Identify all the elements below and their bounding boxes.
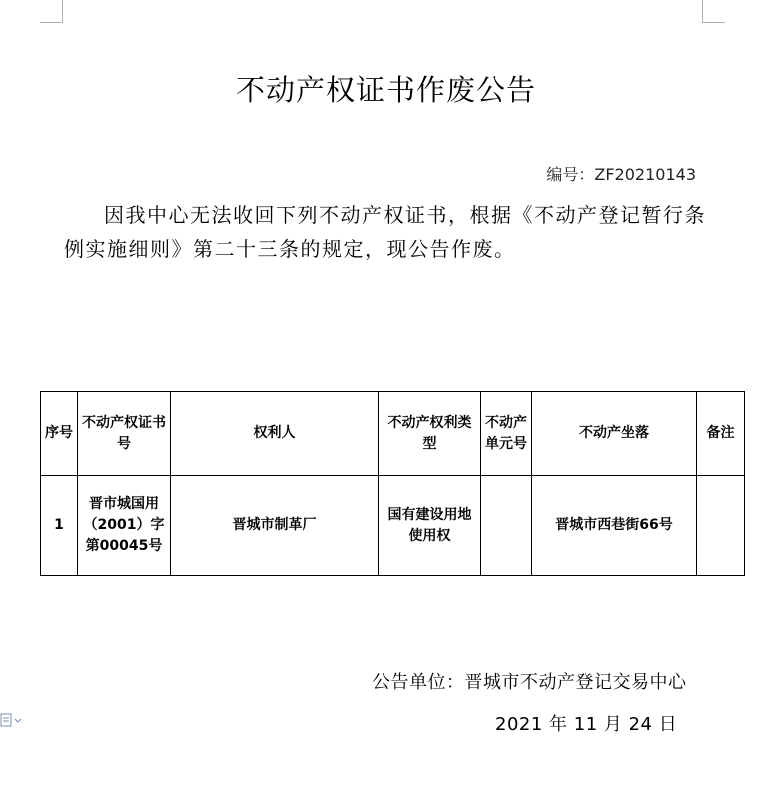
cell-unit-no [481, 476, 532, 576]
table-header-row [41, 392, 745, 476]
cell-remarks [697, 476, 745, 576]
header-unit-no: 不动产单元号 [481, 392, 532, 476]
table-row [41, 476, 745, 576]
header-owner: 权利人 [171, 392, 379, 476]
cell-cert-no: 晋市城国用（2001）字第00045号 [78, 476, 171, 576]
document-number: 编号：ZF20210143 [546, 165, 696, 184]
cell-owner: 晋城市制革厂 [171, 476, 379, 576]
crop-mark-top-right [702, 0, 725, 23]
document-icon[interactable] [0, 712, 22, 731]
body-paragraph: 因我中心无法收回下列不动产权证书，根据《不动产登记暂行条例实施细则》第二十三条的规定，现公告作废。 [64, 203, 706, 261]
certificate-table [40, 391, 745, 576]
issue-date: 2021 年 11 月 24 日 [495, 714, 678, 735]
page-title: 不动产权证书作废公告 [235, 73, 536, 107]
header-right-type: 不动产权利类型 [379, 392, 481, 476]
cell-right-type: 国有建设用地使用权 [379, 476, 481, 576]
header-location: 不动产坐落 [532, 392, 697, 476]
cell-index: 1 [41, 476, 78, 576]
cell-location: 晋城市西巷街66号 [532, 476, 697, 576]
header-remarks: 备注 [697, 392, 745, 476]
crop-mark-top-left [40, 0, 63, 23]
issuer-line: 公告单位：晋城市不动产登记交易中心 [372, 672, 687, 693]
header-index: 序号 [41, 392, 78, 476]
header-cert-no: 不动产权证书号 [78, 392, 171, 476]
